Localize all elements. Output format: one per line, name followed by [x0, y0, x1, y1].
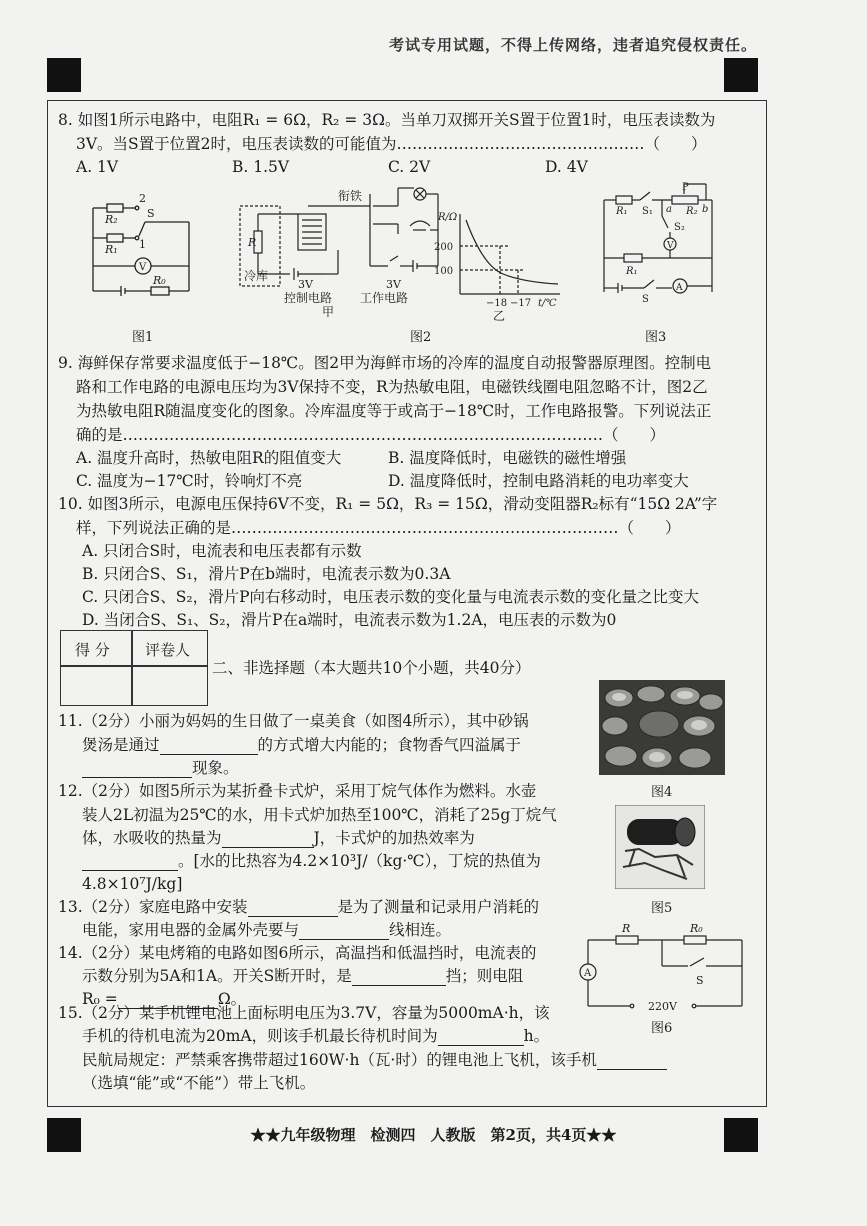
figure6-caption: 图6: [651, 1021, 673, 1036]
q9-option-c: C. 温度为−17℃时，铃响灯不亮: [76, 472, 303, 490]
q11-line2-a: 煲汤是通过: [82, 736, 160, 754]
q9-option-b: B. 温度降低时，电磁铁的磁性增强: [388, 449, 627, 467]
figure1-circuit: [85, 186, 195, 301]
fig1-label-pos2: 2: [139, 192, 146, 205]
q11-blank1[interactable]: [160, 738, 258, 755]
score-table: [60, 630, 208, 706]
fig2-label-cold-storage: 冷库: [244, 269, 269, 283]
q11-line3: [82, 758, 239, 778]
fig1-label-pos1: 1: [139, 238, 146, 251]
fig3-label-s: S: [642, 294, 649, 305]
q15-line2-b: h。: [523, 1027, 550, 1045]
fig2-label-v1: 3V: [298, 278, 313, 291]
figure2-alarm-circuit: [238, 186, 568, 326]
fig6-label-voltage: 220V: [648, 1000, 677, 1012]
fig3-label-r2: R₂: [686, 206, 698, 217]
q12-line3: [82, 828, 475, 848]
q15-line2-a: 手机的待机电流为20mA，则该手机最长待机时间为: [82, 1027, 438, 1045]
q12-blank2[interactable]: [82, 854, 178, 871]
q12-line5: 4.8×10⁷J/kg]: [82, 875, 183, 893]
q15-line2: [82, 1026, 549, 1046]
q11-line2-b: 的方式增大内能的；食物香气四溢属于: [257, 736, 522, 754]
q9-line2: 路和工作电路的电源电压均为3V保持不变，R为热敏电阻，电磁铁线圈电阻忽略不计，图2乙: [76, 378, 708, 396]
q15-line4: （选填“能”或“不能”）带上飞机。: [82, 1074, 316, 1092]
q13-line1-b: 是为了测量和记录用户消耗的: [337, 898, 540, 916]
fig3-label-s1: S₁: [642, 206, 653, 217]
fig3-label-a: a: [666, 204, 672, 215]
q13-line2-a: 电能，家用电器的金属外壳要与: [82, 921, 300, 939]
fig2-label-armature: 衔铁: [338, 189, 363, 203]
q12-line3-a: 体，水吸收的热量为: [82, 829, 222, 847]
q9-line1: 9. 海鲜保存常要求温度低于−18℃。图2甲为海鲜市场的冷库的温度自动报警器原理图。控制电: [58, 354, 712, 372]
fig3-label-r1b: R₁: [626, 266, 638, 277]
q10-option-c: C. 只闭合S、S₂，滑片P向右移动时，电压表示数的变化量与电流表示数的变化量之比变大: [82, 588, 700, 606]
q13-line1-a: 13.（2分）家庭电路中安装: [58, 898, 248, 916]
score-header-grader: 评卷人: [145, 641, 191, 659]
q12-blank1[interactable]: [222, 831, 314, 848]
score-header-score: 得 分: [75, 641, 110, 659]
q8-line1: 8. 如图1所示电路中，电阻R₁ = 6Ω，R₂ = 3Ω。当单刀双掷开关S置于位置1时，电压表读数为: [58, 111, 716, 129]
q8-option-b: B. 1.5V: [232, 158, 290, 176]
fig2-label-jia: 甲: [322, 305, 335, 319]
fig1-label-switch: S: [147, 207, 155, 220]
q14-line2-b: 挡；则电阻: [445, 967, 524, 985]
q8-line2: 3V。当S置于位置2时，电压表读数的可能值为…………………………………………（ ）: [76, 135, 707, 153]
fig3-label-b: b: [702, 204, 709, 215]
fig3-label-ammeter: A: [676, 283, 683, 293]
q9-line3: 为热敏电阻R随温度变化的图象。冷库温度等于或高于−18℃时，工作电路报警。下列说法正: [76, 402, 712, 420]
q13-line2-b: 线相连。: [389, 921, 452, 939]
q11-line1: 11.（2分）小丽为妈妈的生日做了一桌美食（如图4所示），其中砂锅: [58, 712, 529, 730]
q14-line1: 14.（2分）某电烤箱的电路如图6所示，高温挡和低温挡时，电流表的: [58, 944, 537, 962]
q9-option-a: A. 温度升高时，热敏电阻R的阻值变大: [76, 449, 342, 467]
figure2-caption: 图2: [410, 330, 432, 345]
fig2-label-control: 控制电路: [284, 291, 333, 305]
fig2-axis-y: R/Ω: [438, 212, 458, 223]
q11-line2: [82, 735, 521, 755]
q14-line2-a: 示数分别为5A和1A。开关S断开时，是: [82, 967, 352, 985]
figure6-oven-circuit: [578, 920, 748, 1012]
fig2-axis-x: t/℃: [538, 298, 557, 309]
fig3-label-p: P: [682, 182, 689, 193]
figure5-caption: 图5: [651, 901, 673, 916]
fig1-label-r0: R₀: [153, 274, 166, 287]
fig2-tick-100: 100: [434, 266, 454, 277]
q8-option-c: C. 2V: [388, 158, 431, 176]
q14-blank1[interactable]: [352, 969, 446, 986]
fig2-label-r: R: [248, 236, 257, 249]
fig6-label-s: S: [696, 974, 704, 987]
fig1-label-r2: R₂: [105, 213, 118, 226]
q15-line3-text: 民航局规定：严禁乘客携带超过160W·h（瓦·时）的锂电池上飞机，该手机: [82, 1051, 597, 1069]
fig2-label-yi: 乙: [493, 309, 506, 323]
figure3-caption: 图3: [645, 330, 667, 345]
copyright-notice: 考试专用试题，不得上传网络，违者追究侵权责任。: [388, 36, 757, 54]
q12-line1: 12.（2分）如图5所示为某折叠卡式炉，采用丁烷气体作为燃料。水壶: [58, 782, 537, 800]
fig1-label-r1: R₁: [105, 243, 118, 256]
q12-line4: [82, 851, 541, 871]
q14-line3-a: R₀ =: [82, 990, 118, 1008]
figure1-caption: 图1: [132, 330, 154, 345]
figure4-caption: 图4: [651, 785, 673, 800]
q10-line2: 样，下列说法正确的是…………………………………………………………………（ ）: [76, 519, 681, 537]
q11-line3-text: 现象。: [192, 759, 239, 777]
q10-option-d: D. 当闭合S、S₁、S₂，滑片P在a端时，电流表示数为1.2A，电压表的示数为0: [82, 611, 617, 629]
figure3-circuit: [598, 180, 720, 305]
q13-line2: [82, 920, 451, 940]
fig2-tick-m18: −18: [486, 298, 508, 309]
registration-mark-top-right: [724, 58, 758, 92]
fig6-label-r: R: [622, 922, 631, 935]
fig3-label-r1: R₁: [616, 206, 628, 217]
q13-line1: [58, 897, 539, 917]
q15-line1: 15.（2分）某手机锂电池上面标明电压为3.7V，容量为5000mA·h，该: [58, 1004, 550, 1022]
section2-title: 二、非选择题（本大题共10个小题，共40分）: [212, 659, 531, 677]
q14-line3-b: Ω。: [217, 990, 247, 1008]
q14-line2: [82, 966, 523, 986]
q10-option-b: B. 只闭合S、S₁，滑片P在b端时，电流表示数为0.3A: [82, 565, 451, 583]
q15-line3: [82, 1050, 667, 1070]
fig2-tick-m17: −17: [510, 298, 532, 309]
fig2-label-work: 工作电路: [360, 291, 409, 305]
q12-line4-text: 。[水的比热容为4.2×10³J/（kg·℃），丁烷的热值为: [178, 852, 541, 870]
q8-option-a: A. 1V: [76, 158, 119, 176]
figure5-stove-photo: [615, 805, 705, 889]
figure4-food-photo: [599, 680, 725, 775]
q12-line2: 装人2L初温为25℃的水，用卡式炉加热至100℃，消耗了25g丁烷气: [82, 806, 557, 824]
registration-mark-top-left: [47, 58, 81, 92]
q15-blank1[interactable]: [438, 1029, 524, 1046]
fig2-tick-200: 200: [434, 242, 454, 253]
fig3-label-s2: S₂: [674, 222, 685, 233]
q10-line1: 10. 如图3所示，电源电压保持6V不变，R₁ = 5Ω，R₃ = 15Ω，滑动变阻器R₂标有“15Ω 2A”字: [58, 495, 718, 513]
page-footer: ★★九年级物理 检测四 人教版 第2页，共4页★★: [250, 1126, 617, 1144]
fig6-label-r0: R₀: [690, 922, 703, 935]
q13-blank1[interactable]: [248, 900, 338, 917]
q13-blank2[interactable]: [299, 923, 389, 940]
q15-blank2[interactable]: [597, 1053, 667, 1070]
q9-line4: 确的是…………………………………………………………………………………（ ）: [76, 426, 666, 444]
fig2-label-v2: 3V: [386, 278, 401, 291]
fig1-label-voltmeter: V: [139, 262, 147, 273]
q8-option-d: D. 4V: [545, 158, 588, 176]
q9-option-d: D. 温度降低时，控制电路消耗的电功率变大: [388, 472, 689, 490]
fig3-label-voltmeter: V: [667, 241, 674, 251]
fig6-label-ammeter: A: [584, 968, 592, 979]
q11-blank2[interactable]: [82, 761, 192, 778]
q10-option-a: A. 只闭合S时，电流表和电压表都有示数: [82, 542, 362, 560]
q12-line3-b: J，卡式炉的加热效率为: [313, 829, 475, 847]
